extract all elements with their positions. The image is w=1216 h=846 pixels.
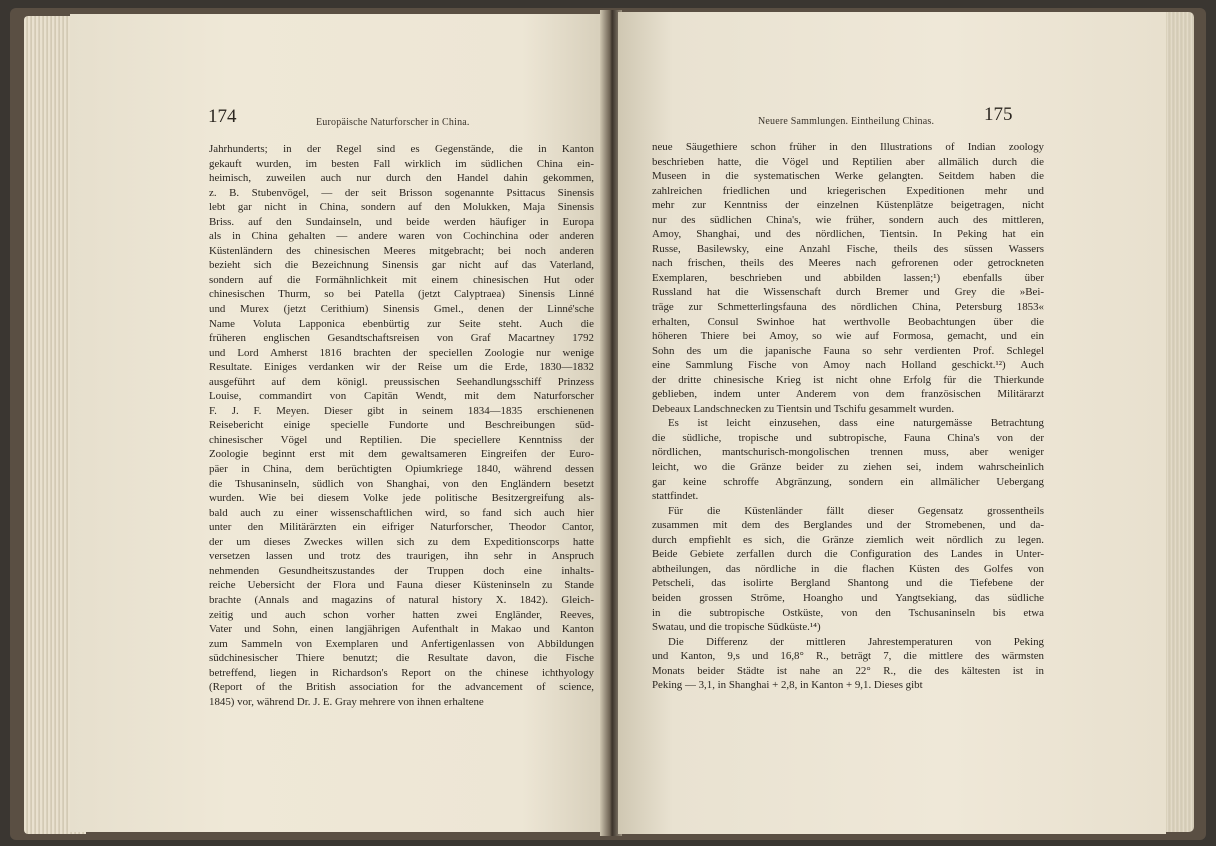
text-line: zahlreichen friedlichen und kriegerischen Expeditionen mehr und: [652, 184, 1044, 197]
text-line: früheren englischen Gesandtschaftsreisen von Graf Macartney 1792: [209, 332, 594, 345]
text-line: gekauft wurden, im besten Fall wirklich im südlichen China ein-: [209, 157, 594, 170]
text-line: chinesischen Thurm, so bei Patella (jetzt Calyptraea) Sinensis Linné: [209, 288, 594, 301]
text-line: zusammen mit dem des Berglandes und der Stromebenen, und da-: [652, 519, 1044, 532]
body-text: [209, 142, 594, 709]
body-text: [652, 140, 1044, 693]
text-line: die südliche, tropische und subtropische, Fauna China's von der: [652, 431, 1044, 444]
text-line: Louise, commandirt von Capitän Wendt, mit dem Naturforscher: [209, 390, 594, 403]
text-line: päer in China, dem berüchtigten Opiumkriege 1840, während dessen: [209, 463, 594, 476]
text-line: Amoy, Shanghai, und des nördlichen, Tientsin. In Peking hat ein: [652, 228, 1044, 241]
text-line: Museen in die systematischen Werke gelangten. Seitdem haben die: [652, 170, 1044, 183]
text-line: die Tshusaninseln, südlich von Shanghai, von den Engländern besetzt: [209, 477, 594, 490]
text-line: träge zur Schmetterlingsfauna des nördlichen China, Petersburg 1853«: [652, 301, 1044, 314]
text-line: gar keine schroffe Abgränzung, sondern ein allmälicher Uebergang: [652, 475, 1044, 488]
text-line: Vater und Sohn, einen langjährigen Aufenthalt in Makao und Kanton: [209, 623, 594, 636]
text-line: Es ist leicht einzusehen, dass eine naturgemässe Betrachtung: [668, 417, 1044, 430]
text-line: bald auch zu einer wissenschaftlichen wird, so fand sich auch hier: [209, 506, 594, 519]
text-line: Für die Küstenländer fällt dieser Gegensatz grossentheils: [668, 504, 1044, 517]
text-line: geblieben, indem unter Anderem von dem französischen Militärarzt: [652, 388, 1044, 401]
text-line: der dritte chinesische Krieg ist nicht ohne Erfolg für die Thierkunde: [652, 373, 1044, 386]
text-line: durch empfiehlt es sich, die Gränze ziemlich weit nördlich zu legen.: [652, 533, 1044, 546]
text-line: reiche Uebersicht der Flora und Fauna dieser Küsteninseln zu Stande: [209, 579, 594, 592]
text-line: als in China gehalten — andere waren von Cochinchina oder anderen: [209, 230, 594, 243]
text-line: nach frischen, theils des Meeres nach gefrorenen oder getrockneten: [652, 257, 1044, 270]
text-line: eine Sammlung Fische von Amoy nach Holland geschickt.¹²) Auch: [652, 359, 1044, 372]
text-line: in die subtropische Ostküste, von den Tschusaninseln bis etwa: [652, 606, 1044, 619]
page-number: 174: [208, 106, 237, 127]
text-line: Monats beider Städte ist nahe an 22° R., die des kältesten ist in: [652, 664, 1044, 677]
text-line: Zoologie beginnt erst mit dem gewaltsameren Eingreifen der Euro-: [209, 448, 594, 461]
text-line: beschrieben hatte, die Vögel und Reptilien aber allmälich durch die: [652, 155, 1044, 168]
text-line: F. J. F. Meyen. Dieser gibt in seinem 1834—1835 erschienenen: [209, 404, 594, 417]
running-head: Neuere Sammlungen. Eintheilung Chinas.: [758, 116, 935, 127]
text-line: versetzen lassen und trotz des traurigen, ihn sehr in Anspruch: [209, 550, 594, 563]
text-line: und Lord Amherst 1816 brachten der speciellen Zoologie nur wenige: [209, 346, 594, 359]
text-line: und Murex (jetzt Cerithium) Sinensis Gmel., denen der Linné'sche: [209, 303, 594, 316]
text-line: höheren Thiere bei Amoy, so wie auf Formosa, gemacht, und ein: [652, 330, 1044, 343]
text-line: (Report of the British association for the advancement of science,: [209, 681, 594, 694]
text-line: Russe, Basilewsky, eine Anzahl Fische, theils des süssen Wassers: [652, 242, 1044, 255]
right-page: [618, 12, 1166, 834]
text-line: nehmenden Gesundheitszustandes der Truppen doch eine inhalts-: [209, 564, 594, 577]
text-line: Swatau, und die tropische Südküste.¹⁴): [652, 621, 821, 634]
text-line: Jahrhunderts; in der Regel sind es Gegenstände, die in Kanton: [209, 143, 594, 155]
text-line: nördlichen, mantschurisch-mongolischen trennen muss, aber weniger: [652, 446, 1044, 459]
text-line: südchinesischer Thiere benutzt; die Resultate davon, die Fische: [209, 652, 594, 665]
text-line: chinesischer Vögel und Reptilien. Die speciellere Kenntniss der: [209, 433, 594, 446]
text-line: Sohn des um die japanische Fauna so sehr verdienten Prof. Schlegel: [652, 344, 1044, 357]
text-line: ausgeführt auf dem königl. preussischen Seehandlungsschiff Prinzess: [209, 375, 594, 388]
text-line: Küstenländern des chinesischen Meeres mitgebracht; bei noch anderen: [209, 244, 594, 257]
text-line: Resultate. Einiges verdanken wir der Reise um die Erde, 1830—1832: [209, 361, 594, 374]
text-line: brachte (Annals and magazins of natural history X. 1842). Gleich-: [209, 593, 594, 606]
left-page: [70, 14, 602, 832]
page-number: 175: [984, 104, 1013, 125]
text-line: heimisch, zuweilen auch nur durch den Handel dahin gekommen,: [209, 172, 594, 185]
text-line: Die Differenz der mittleren Jahrestemperaturen von Peking: [668, 635, 1044, 648]
text-line: und Kanton, 9,s und 16,8° R., beträgt 7, die mittlere des wärmsten: [652, 650, 1044, 663]
text-line: nur des südlichen China's, wie früher, sondern auch des mittleren,: [652, 213, 1044, 226]
text-line: der um dieses Zweckes willen sich zu dem Expeditionscorps hatte: [209, 535, 594, 548]
text-line: Reisebericht einige specielle Fundorte und Beschreibungen süd-: [209, 419, 594, 432]
text-line: Beide Gebiete zerfallen durch die Configuration des Landes in Unter-: [652, 548, 1044, 561]
text-line: erhalten, Consul Swinhoe hat werthvolle Beobachtungen über die: [652, 315, 1044, 328]
running-head: Europäische Naturforscher in China.: [316, 117, 470, 128]
text-line: Peking — 3,1, in Shanghai + 2,8, in Kanton + 9,1. Dieses gibt: [652, 679, 923, 692]
text-line: zeitig und auch schon vorher hatten zwei Engländer, Reeves,: [209, 608, 594, 621]
text-line: 1845) vor, während Dr. J. E. Gray mehrere von ihnen erhaltene: [209, 695, 484, 708]
text-line: Briss. auf den Sundainseln, und beide werden häufiger in Europa: [209, 215, 594, 228]
text-line: beiden grossen Ströme, Hoangho und Yangtsekiang, das südliche: [652, 591, 1044, 604]
text-line: Petscheli, das isolirte Bergland Shantong und die Tiefebene der: [652, 577, 1044, 590]
text-line: wurden. Wie bei diesem Volke jede politische Besitzergreifung als-: [209, 492, 594, 505]
text-line: Name Voluta Lapponica ebenbürtig zur Seite steht. Auch die: [209, 317, 594, 330]
text-line: neue Säugethiere schon früher in den Illustrations of Indian zoology: [652, 141, 1044, 153]
text-line: lebt gar nicht in China, sondern auf den Molukken, Maja Sinensis: [209, 201, 594, 214]
text-line: Exemplaren, beschrieben und abbilden lassen;¹) ebenfalls über: [652, 271, 1044, 284]
text-line: leicht, wo die Gränze beider zu ziehen sei, indem wahrscheinlich: [652, 461, 1044, 474]
text-line: mehr zur Kenntniss der einzelnen Küstenplätze beigetragen, nicht: [652, 199, 1044, 212]
text-line: Debeaux Landschnecken zu Tientsin und Tschifu gesammelt wurden.: [652, 402, 955, 415]
text-line: abtheilungen, das nördliche in die flachen Küsten des Golfes von: [652, 562, 1044, 575]
text-line: zum Sammeln von Exemplaren und Anfertigenlassen von Abbildungen: [209, 637, 594, 650]
text-line: bezieht sich die Bezeichnung Sinensis gar nicht auf das Vaterland,: [209, 259, 594, 272]
text-line: z. B. Stubenvögel, — der seit Brisson sogenannte Psittacus Sinensis: [209, 186, 594, 199]
text-line: sondern auf die Formähnlichkeit mit einem chinesischen Hut oder: [209, 273, 594, 286]
text-line: stattfindet.: [652, 490, 699, 503]
text-line: betreffend, liegen in Richardson's Report on the chinese ichthyology: [209, 666, 594, 679]
text-line: unter den Militärärzten ein eifriger Naturforscher, Theodor Cantor,: [209, 521, 594, 534]
text-line: Russland hat die Wissenschaft durch Bremer und Grey die »Bei-: [652, 286, 1044, 299]
